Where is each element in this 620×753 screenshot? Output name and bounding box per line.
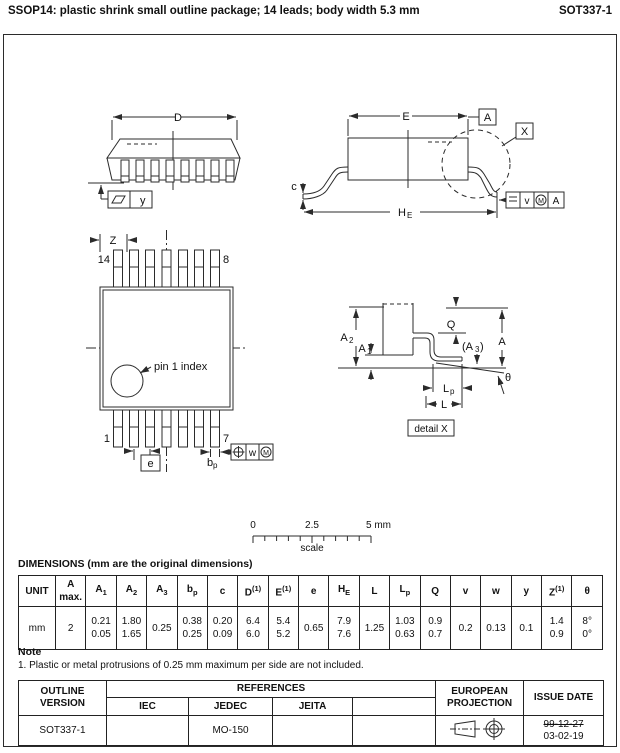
detail-x-title: detail X: [414, 424, 448, 435]
dim-HE-sub: E: [407, 211, 413, 220]
dim-value-cell: 0.1: [511, 607, 541, 650]
pitch-e-frame: [141, 455, 160, 471]
dim-A2-label: A: [340, 332, 348, 344]
dim-c-label: c: [291, 181, 297, 193]
dim-col-header: $E^{(1)}$: [268, 576, 298, 607]
iec-value: [107, 716, 189, 746]
dim-col-header: $L_p$: [390, 576, 420, 607]
note-item: 1. Plastic or metal protrusions of 0.25 mm maximum per side are not included.: [18, 660, 364, 671]
pin14-label: 14: [97, 254, 110, 266]
gdt-frame-seating: [499, 192, 564, 208]
view-front-perspective: [88, 112, 240, 208]
dim-A-label: A: [498, 336, 506, 348]
dim-value-cell: 0.25: [147, 607, 177, 650]
dim-col-header: $H_E$: [329, 576, 359, 607]
dim-value-cell: 0.9 0.7: [420, 607, 450, 650]
issue-date-new: 03-02-19: [543, 730, 584, 742]
dim-col-header: Q: [420, 576, 450, 607]
dim-theta-label: θ: [504, 372, 512, 384]
reference-table: [18, 680, 604, 746]
scale-tick-mid: 2.5: [305, 520, 319, 531]
tolerance-w-label: w: [248, 448, 257, 459]
first-angle-projection-icon: [449, 717, 511, 741]
dim-col-header: UNIT: [19, 576, 56, 607]
dim-value-cell: mm: [19, 607, 56, 650]
dim-Lp-label: L: [443, 383, 450, 395]
dim-value-cell: 5.4 5.2: [268, 607, 298, 650]
dim-col-header: $A_2$: [116, 576, 146, 607]
dimensions-table: [18, 575, 603, 650]
dim-col-header: $b_p$: [177, 576, 207, 607]
dim-col-header: $D^{(1)}$: [238, 576, 268, 607]
dim-Lp-sub: p: [450, 387, 455, 396]
dim-A1-label: A: [358, 343, 366, 355]
tolerance-v-label: v: [524, 196, 530, 207]
dim-value-cell: 0.13: [481, 607, 511, 650]
datum-ref-a-label: A: [552, 196, 560, 207]
dim-value-cell: 1.4 0.9: [542, 607, 572, 650]
dimensions-value-row: [19, 607, 603, 650]
dim-col-header: v: [450, 576, 480, 607]
pin8-label: 8: [223, 254, 230, 266]
ref-col-jeita: JEITA: [273, 698, 353, 716]
dim-A1-sub: 1: [367, 347, 372, 356]
detail-x-ref-label: X: [520, 126, 529, 138]
flatness-y-frame: [108, 191, 152, 208]
scale-bar: [250, 520, 391, 554]
issue-date-old: 99-12-27: [543, 718, 584, 730]
dimensions-title: DIMENSIONS (mm are the original dimensions): [18, 558, 253, 570]
outline-version-header: OUTLINE VERSION: [19, 681, 107, 716]
leads-front: [121, 160, 234, 182]
dim-value-cell: 1.03 0.63: [390, 607, 420, 650]
ref-col-jedec: JEDEC: [189, 698, 273, 716]
issue-date-header: ISSUE DATE: [524, 681, 604, 716]
dim-e-label: e: [147, 458, 154, 470]
lead-profile: [413, 333, 462, 357]
dim-col-header: w: [481, 576, 511, 607]
pin7-label: 7: [223, 433, 230, 445]
dim-HE-label: H: [398, 207, 406, 219]
dim-value-cell: 7.9 7.6: [329, 607, 359, 650]
dim-col-header: e: [299, 576, 329, 607]
pin1-index-label: pin 1 index: [154, 361, 208, 373]
scale-tick-0: 0: [250, 520, 256, 531]
dim-A3-sub: 3: [475, 345, 480, 354]
scale-label: scale: [300, 543, 324, 554]
datum-a-box: [479, 109, 496, 125]
dim-D-label: D: [174, 112, 182, 124]
extra-ref-value: [353, 716, 436, 746]
dim-value-cell: 0.65: [299, 607, 329, 650]
jedec-value: MO-150: [189, 716, 273, 746]
dim-value-cell: 6.4 6.0: [238, 607, 268, 650]
detail-x-callout: [442, 123, 533, 198]
pins-bottom-row: [114, 410, 220, 447]
dim-value-cell: 2: [56, 607, 86, 650]
dim-value-cell: 0.2: [450, 607, 480, 650]
dim-value-cell: 8° 0°: [572, 607, 603, 650]
dimensions-header-row: [19, 576, 603, 607]
ref-col-iec: IEC: [107, 698, 189, 716]
pins-top-row: [114, 250, 220, 287]
view-side: [291, 109, 564, 220]
detail-x-title-box: [408, 420, 454, 436]
dim-col-header: $Z^{(1)}$: [542, 576, 572, 607]
package-body-top: [100, 287, 233, 410]
references-header: REFERENCES: [107, 681, 436, 698]
issue-date-value: [524, 716, 604, 746]
pin1-label: 1: [103, 433, 110, 445]
dim-value-cell: 0.20 0.09: [207, 607, 237, 650]
outline-version-value: SOT337-1: [19, 716, 107, 746]
note-title: Note: [18, 646, 42, 658]
projection-symbol-cell: [436, 716, 524, 746]
dim-col-header: y: [511, 576, 541, 607]
dim-col-header: $A_3$: [147, 576, 177, 607]
dim-E-label: E: [402, 111, 410, 123]
dim-A3-close: ): [480, 341, 484, 353]
dim-value-cell: 1.25: [359, 607, 389, 650]
european-projection-header: EUROPEAN PROJECTION: [436, 681, 524, 716]
dim-bp-sub: p: [213, 461, 218, 470]
detail-x-circle: [442, 130, 510, 198]
view-detail-x: [338, 298, 511, 436]
datum-a-label: A: [483, 112, 492, 124]
dim-col-header: c: [207, 576, 237, 607]
dim-A2-sub: 2: [349, 336, 354, 345]
page-title: SSOP14: plastic shrink small outline package; 14 leads; body width 5.3 mm: [8, 5, 420, 17]
dim-A3-open: (A: [462, 341, 473, 353]
ref-col-extra: [353, 698, 436, 716]
dim-col-header: L: [359, 576, 389, 607]
dim-value-cell: 0.21 0.05: [86, 607, 116, 650]
scale-tick-end: 5 mm: [366, 520, 391, 531]
dim-value-cell: 1.80 1.65: [116, 607, 146, 650]
view-top: [86, 230, 273, 472]
reference-header-row1: [19, 681, 604, 698]
gdt-frame-position: [223, 444, 273, 460]
reference-value-row: [19, 716, 604, 746]
y-label: y: [140, 195, 146, 207]
dim-Q-label: Q: [446, 319, 456, 331]
svg-text:M: M: [263, 450, 269, 457]
dim-col-header: A max.: [56, 576, 86, 607]
dim-bp-label: b: [207, 457, 214, 469]
jeita-value: [273, 716, 353, 746]
svg-text:M: M: [538, 198, 544, 205]
document-id: SOT337-1: [558, 5, 612, 17]
dim-value-cell: 0.38 0.25: [177, 607, 207, 650]
dim-Z-label: Z: [109, 235, 117, 247]
dim-col-header: θ: [572, 576, 603, 607]
dim-col-header: $A_1$: [86, 576, 116, 607]
dim-L-label: L: [440, 399, 448, 411]
